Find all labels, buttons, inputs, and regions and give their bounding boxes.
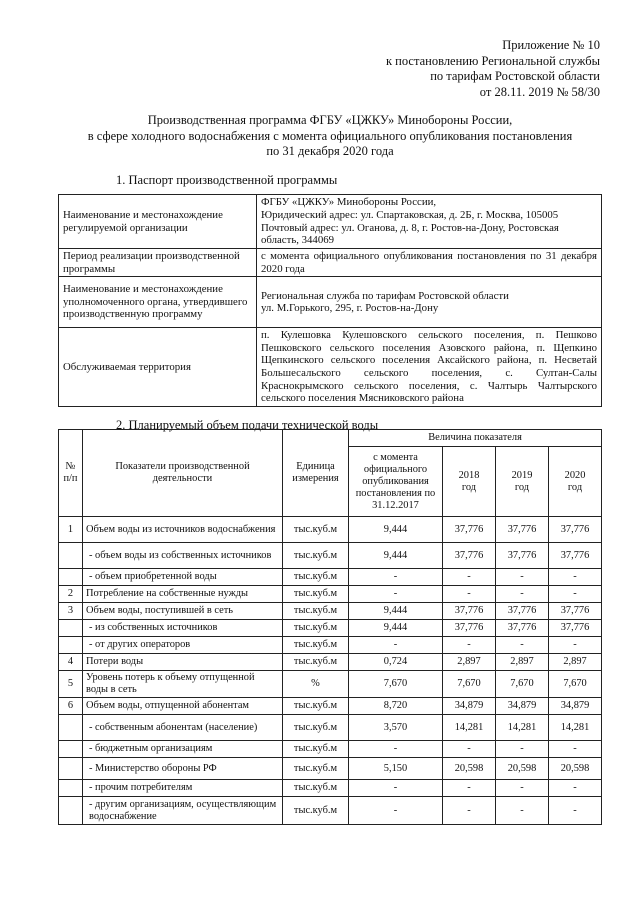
row-indicator: Объем воды из источников водоснабжения: [83, 517, 283, 543]
row-value: 37,776: [549, 603, 602, 620]
plan-row: [59, 671, 602, 698]
row-value: -: [496, 586, 549, 603]
row-unit: тыс.куб.м: [283, 586, 349, 603]
row-value: 7,670: [349, 671, 443, 698]
row-number: 1: [59, 517, 83, 543]
row-value: 14,281: [496, 715, 549, 741]
row-value: 37,776: [443, 620, 496, 637]
passport-row: [59, 195, 602, 249]
plan-row: [59, 569, 602, 586]
row-unit: тыс.куб.м: [283, 517, 349, 543]
row-indicator: - бюджетным организациям: [83, 741, 283, 758]
row-value: 37,776: [496, 543, 549, 569]
plan-row: [59, 758, 602, 780]
passport-label: Наименование и местонахождение регулируемой организации: [59, 195, 257, 249]
row-unit: тыс.куб.м: [283, 698, 349, 715]
row-value: 7,670: [496, 671, 549, 698]
row-indicator: Объем воды, отпущенной абонентам: [83, 698, 283, 715]
passport-label: Обслуживаемая территория: [59, 328, 257, 407]
row-indicator: - прочим потребителям: [83, 780, 283, 797]
appendix-header: [386, 38, 600, 100]
row-value: 5,150: [349, 758, 443, 780]
plan-row: [59, 654, 602, 671]
plan-row: [59, 780, 602, 797]
row-value: 7,670: [549, 671, 602, 698]
row-indicator: - объем воды из собственных источников: [83, 543, 283, 569]
plan-row: [59, 637, 602, 654]
row-indicator: Потери воды: [83, 654, 283, 671]
row-number: [59, 741, 83, 758]
row-value: 34,879: [496, 698, 549, 715]
row-number: 5: [59, 671, 83, 698]
row-value: -: [549, 569, 602, 586]
row-value: -: [443, 741, 496, 758]
row-value: 37,776: [443, 543, 496, 569]
row-value: -: [549, 586, 602, 603]
row-unit: тыс.куб.м: [283, 780, 349, 797]
plan-row: [59, 698, 602, 715]
row-value: 34,879: [443, 698, 496, 715]
title-line: по 31 декабря 2020 года: [266, 144, 394, 158]
row-value: 37,776: [496, 517, 549, 543]
row-unit: тыс.куб.м: [283, 637, 349, 654]
row-value: -: [549, 780, 602, 797]
row-value: 2,897: [443, 654, 496, 671]
section-1-heading: 1. Паспорт производственной программы: [116, 173, 338, 187]
plan-row: [59, 586, 602, 603]
appendix-line: по тарифам Ростовской области: [430, 69, 600, 83]
row-value: -: [549, 741, 602, 758]
appendix-line: к постановлению Региональной службы: [385, 53, 600, 68]
document-title: [60, 113, 600, 160]
row-value: -: [349, 741, 443, 758]
row-value: 37,776: [496, 620, 549, 637]
row-indicator: Уровень потерь к объему отпущенной воды в сеть: [83, 671, 283, 698]
row-value: 37,776: [496, 603, 549, 620]
passport-row: [59, 277, 602, 328]
header-num: № п/п: [59, 430, 83, 517]
row-number: 4: [59, 654, 83, 671]
row-value: 37,776: [549, 620, 602, 637]
row-indicator: Объем воды, поступившей в сеть: [83, 603, 283, 620]
row-indicator: Потребление на собственные нужды: [83, 586, 283, 603]
row-value: -: [496, 797, 549, 825]
plan-row: [59, 620, 602, 637]
row-value: 9,444: [349, 543, 443, 569]
row-number: 6: [59, 698, 83, 715]
appendix-line: Приложение № 10: [502, 38, 600, 52]
row-value: -: [549, 637, 602, 654]
row-value: -: [349, 637, 443, 654]
passport-table: [58, 194, 602, 407]
row-value: 9,444: [349, 517, 443, 543]
header-unit: Единица измерения: [283, 430, 349, 517]
row-number: 3: [59, 603, 83, 620]
row-value: -: [496, 780, 549, 797]
row-number: [59, 758, 83, 780]
row-value: -: [443, 637, 496, 654]
row-unit: тыс.куб.м: [283, 758, 349, 780]
row-unit: тыс.куб.м: [283, 543, 349, 569]
row-number: [59, 637, 83, 654]
row-number: [59, 543, 83, 569]
row-unit: тыс.куб.м: [283, 620, 349, 637]
row-value: 3,570: [349, 715, 443, 741]
passport-value: с момента официального опубликования постановления по 31 декабря 2020 года: [257, 249, 602, 277]
header-2019: 2019 год: [496, 447, 549, 517]
row-unit: тыс.куб.м: [283, 715, 349, 741]
row-value: -: [443, 586, 496, 603]
row-unit: тыс.куб.м: [283, 797, 349, 825]
row-unit: %: [283, 671, 349, 698]
row-value: 37,776: [549, 543, 602, 569]
plan-row: [59, 517, 602, 543]
row-value: -: [443, 569, 496, 586]
row-number: [59, 780, 83, 797]
row-value: -: [496, 637, 549, 654]
row-value: 2,897: [496, 654, 549, 671]
row-number: [59, 797, 83, 825]
row-indicator: - от других операторов: [83, 637, 283, 654]
row-value: -: [549, 797, 602, 825]
row-value: -: [349, 569, 443, 586]
row-value: -: [349, 780, 443, 797]
row-unit: тыс.куб.м: [283, 741, 349, 758]
row-value: 7,670: [443, 671, 496, 698]
row-value: -: [496, 569, 549, 586]
row-value: 2,897: [549, 654, 602, 671]
row-value: 20,598: [496, 758, 549, 780]
row-value: -: [496, 741, 549, 758]
row-value: -: [349, 586, 443, 603]
row-value: 37,776: [549, 517, 602, 543]
row-value: 20,598: [443, 758, 496, 780]
plan-row: [59, 715, 602, 741]
passport-row: [59, 328, 602, 407]
row-indicator: - объем приобретенной воды: [83, 569, 283, 586]
row-value: -: [349, 797, 443, 825]
passport-value: Региональная служба по тарифам Ростовской области ул. М.Горького, 295, г. Ростов-на-Дону: [257, 277, 602, 328]
row-value: 37,776: [443, 517, 496, 543]
row-number: [59, 715, 83, 741]
header-period: с момента официального опубликования постановления по 31.12.2017: [349, 447, 443, 517]
passport-value: п. Кулешовка Кулешовского сельского поселения, п. Пешково Пешковского сельского поселения Азовского района, п. Щепкино Щепкинского сельского поселения Аксайского района, п. Несветай Большесальского сельского поселения, с. Султан-Салы Краснокрымского сельского поселения, с. Чалтырь Чалтырского сельского поселения Мясниковского района: [257, 328, 602, 407]
passport-label: Наименование и местонахождение уполномоченного органа, утвердившего производственную программу: [59, 277, 257, 328]
row-value: 20,598: [549, 758, 602, 780]
row-number: 2: [59, 586, 83, 603]
title-line: Производственная программа ФГБУ «ЦЖКУ» Минобороны России,: [147, 113, 513, 127]
row-value: -: [443, 780, 496, 797]
header-indicator: Показатели производственной деятельности: [83, 430, 283, 517]
plan-table: [58, 429, 602, 825]
passport-value: ФГБУ «ЦЖКУ» Минобороны России, Юридический адрес: ул. Спартаковская, д. 2Б, г. Москва, 105005 Почтовый адрес: ул. Оганова, д. 8, г. Ростов-на-Дону, Ростовская область, 344069: [257, 195, 602, 249]
row-unit: тыс.куб.м: [283, 569, 349, 586]
appendix-line: от 28.11. 2019 № 58/30: [479, 84, 600, 99]
header-value-group: Величина показателя: [349, 430, 602, 447]
header-2020: 2020 год: [549, 447, 602, 517]
title-line: в сфере холодного водоснабжения с момента официального опубликования постановления: [87, 128, 573, 143]
row-value: 14,281: [549, 715, 602, 741]
row-number: [59, 620, 83, 637]
row-number: [59, 569, 83, 586]
row-indicator: - другим организациям, осуществляющим водоснабжение: [83, 797, 283, 825]
row-indicator: - из собственных источников: [83, 620, 283, 637]
row-unit: тыс.куб.м: [283, 603, 349, 620]
row-value: 14,281: [443, 715, 496, 741]
row-value: 8,720: [349, 698, 443, 715]
plan-row: [59, 603, 602, 620]
row-value: -: [443, 797, 496, 825]
row-value: 0,724: [349, 654, 443, 671]
row-value: 9,444: [349, 620, 443, 637]
plan-row: [59, 543, 602, 569]
plan-row: [59, 741, 602, 758]
row-indicator: - собственным абонентам (население): [83, 715, 283, 741]
row-value: 37,776: [443, 603, 496, 620]
section-2-heading: 2. Планируемый объем подачи технической воды: [116, 418, 379, 432]
row-value: 9,444: [349, 603, 443, 620]
plan-row: [59, 797, 602, 825]
row-indicator: - Министерство обороны РФ: [83, 758, 283, 780]
row-value: 34,879: [549, 698, 602, 715]
header-2018: 2018 год: [443, 447, 496, 517]
passport-row: [59, 249, 602, 277]
row-unit: тыс.куб.м: [283, 654, 349, 671]
passport-label: Период реализации производственной программы: [59, 249, 257, 277]
